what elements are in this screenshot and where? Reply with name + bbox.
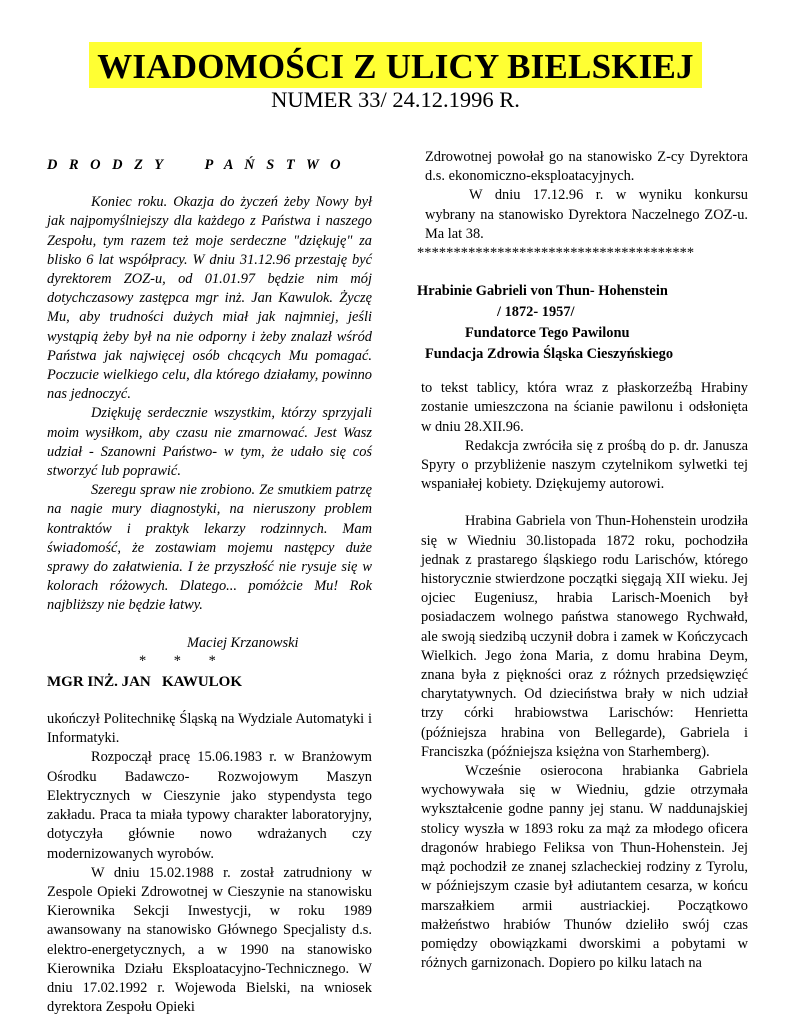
letter-signature: Maciej Krzanowski — [187, 634, 299, 651]
bio-continuation: W dniu 17.12.96 r. w wyniku konkursu wybrany na stanowisko Dyrektora Naczelnego ZOZ-u. Ma lat 38. — [425, 187, 748, 242]
plaque-line: Hrabinie Gabrieli von Thun- Hohenstein — [417, 283, 668, 300]
masthead — [0, 42, 791, 112]
right-column — [417, 148, 748, 973]
left-column — [47, 148, 372, 1017]
section-divider: * * * — [139, 652, 228, 669]
letter-paragraph: Szeregu spraw nie zrobiono. Ze smutkiem patrzę na nagie mury diagnostyki, na nieruszony problem kontraktów i praktyk lekarzy rodzinnych. Mam świadomość, że zostawiam mojemu następcy duże sprawy do załatwienia. I że przyszłość nie rysuje się w kolorach różowych. Dlatego... pomóżcie Mu! Rok najbliższy nie będzie łatwy. — [47, 482, 372, 614]
plaque-line: Fundatorce Tego Pawilonu — [465, 325, 630, 342]
editorial-note: Redakcja zwróciła się z prośbą do p. dr. Janusza Spyry o przybliżenie naszym czytelnikom sylwetki tej wspaniałej kobiety. Dziękujemy autorowi. — [421, 437, 748, 493]
biography-paragraph: Hrabina Gabriela von Thun-Hohenstein urodziła się w Wiedniu 30.listopada 1872 roku, pochodziła jednak z prastarego śląskiego rodu Larischów, którego historycznie stwierdzone początki sięgają XII wieku. Jej ojciec Eugeniusz, hrabia Larisch-Moenich był posiadaczem wolnego państwa stanowego Rychwałd, ale swoją siedzibą uczynił dobra i zamek w Kończycach Wielkich. Jego żona Maria, z domu hrabina Deym, znana była z piękności oraz z różnych przedsięwzięć charytatywnych. Od dzieciństwa brały w nich udział trzy córki hrabiowstwa Larischów: Henrietta (późniejsza hrabina von Bellegarde), Gabriela i Franciszka (późniejsza księżna von Starhemberg). — [421, 513, 748, 760]
plaque-text — [417, 281, 748, 365]
letter-paragraph: Dziękuję serdecznie wszystkim, którzy sprzyjali moim wysiłkom, aby czasu nie zmarnować. Jest Wasz udział - Szanowni Państwo- w tym, że udało się coś stworzyć lub poprawić. — [47, 405, 372, 480]
bio-continuation: Zdrowotnej powołał go na stanowisko Z-cy Dyrektora d.s. ekonomiczno-eksploatacyjnych. — [425, 149, 748, 185]
bio-paragraph: ukończył Politechnikę Śląską na Wydziale Automatyki i Informatyki. — [47, 711, 372, 747]
plaque-line: / 1872- 1957/ — [497, 304, 575, 321]
asterisk-separator: ************************************** — [417, 245, 695, 262]
bio-heading: MGR INŻ. JAN KAWULOK — [47, 673, 243, 690]
newspaper-title: WIADOMOŚCI Z ULICY BIELSKIEJ — [89, 42, 702, 88]
plaque-note: to tekst tablicy, która wraz z płaskorzeźbą Hrabiny zostanie umieszczona na ścianie pawilonu i odsłonięta w dniu 28.XII.96. — [421, 380, 748, 435]
issue-number: NUMER 33/ 24.12.1996 R. — [271, 87, 520, 112]
letter-paragraph: Koniec roku. Okazja do życzeń żeby Nowy był jak najpomyślniejszy dla każdego z Państwa i naszego Zespołu, tym razem też moje serdeczne "dziękuję" za blisko 6 lat współpracy. W dniu 31.12.96 przestaję być dyrektorem ZOZ-u, od 01.01.97 będzie nim mój dotychczasowy zastępca mgr inż. Jan Kawulok. Życzę Mu, aby trudności dużych miał jak najmniej, jeśli wystąpią żeby był na nie odporny i żeby znalazł wśród Państwa jak najwięcej osób chcących Mu pomagać. Poczucie wielkiego celu, dla którego działamy, powinno nas jednoczyć. — [47, 194, 372, 403]
biography-paragraph: Wcześnie osierocona hrabianka Gabriela wychowywała się w Wiedniu, gdzie otrzymała wykształcenie godne panny jej stanu. W naddunajskiej stolicy wyszła w 1893 roku za mąż za młodego oficera dragonów hrabiego Feliksa von Thun-Hohenstein. Jej mąż pochodził ze znanej szlacheckiej rodziny z Tyrolu, w późniejszym czasie był adiutantem cesarza, w końcu marszałkiem armii austriackiej. Początkowo małżeństwo hrabiów Thunów dzieliło swój czas pomiędzy obowiązkami dworskimi a pobytami w różnych garnizonach. Dopiero po kilku latach na — [421, 763, 748, 972]
bio-paragraph: Rozpoczął pracę 15.06.1983 r. w Branżowym Ośrodku Badawczo- Rozwojowym Maszyn Elektrycznych w Cieszynie jako stypendysta tego zakładu. Praca ta miała typowy charakter laboratoryjny, dotyczyła głównie nowo wdrażanych czy modernizowanych wyrobów. — [47, 749, 372, 862]
plaque-line: Fundacja Zdrowia Śląska Cieszyńskiego — [425, 346, 674, 363]
bio-paragraph: W dniu 15.02.1988 r. został zatrudniony w Zespole Opieki Zdrowotnej w Cieszynie na stanowisku Kierownika Sekcji Inwestycji, w roku 1989 awansowany na stanowisko Głównego Specjalisty d.s. elektro-energetycznych, a w 1990 na stanowisko Kierownika Działu Eksploatacyjno-Technicznego. W dniu 17.02.1992 r. Wojewoda Bielski, na wniosek dyrektora Zespołu Opieki — [47, 864, 372, 1016]
greeting-heading: D R O D Z Y P A Ń S T W O — [47, 157, 345, 173]
